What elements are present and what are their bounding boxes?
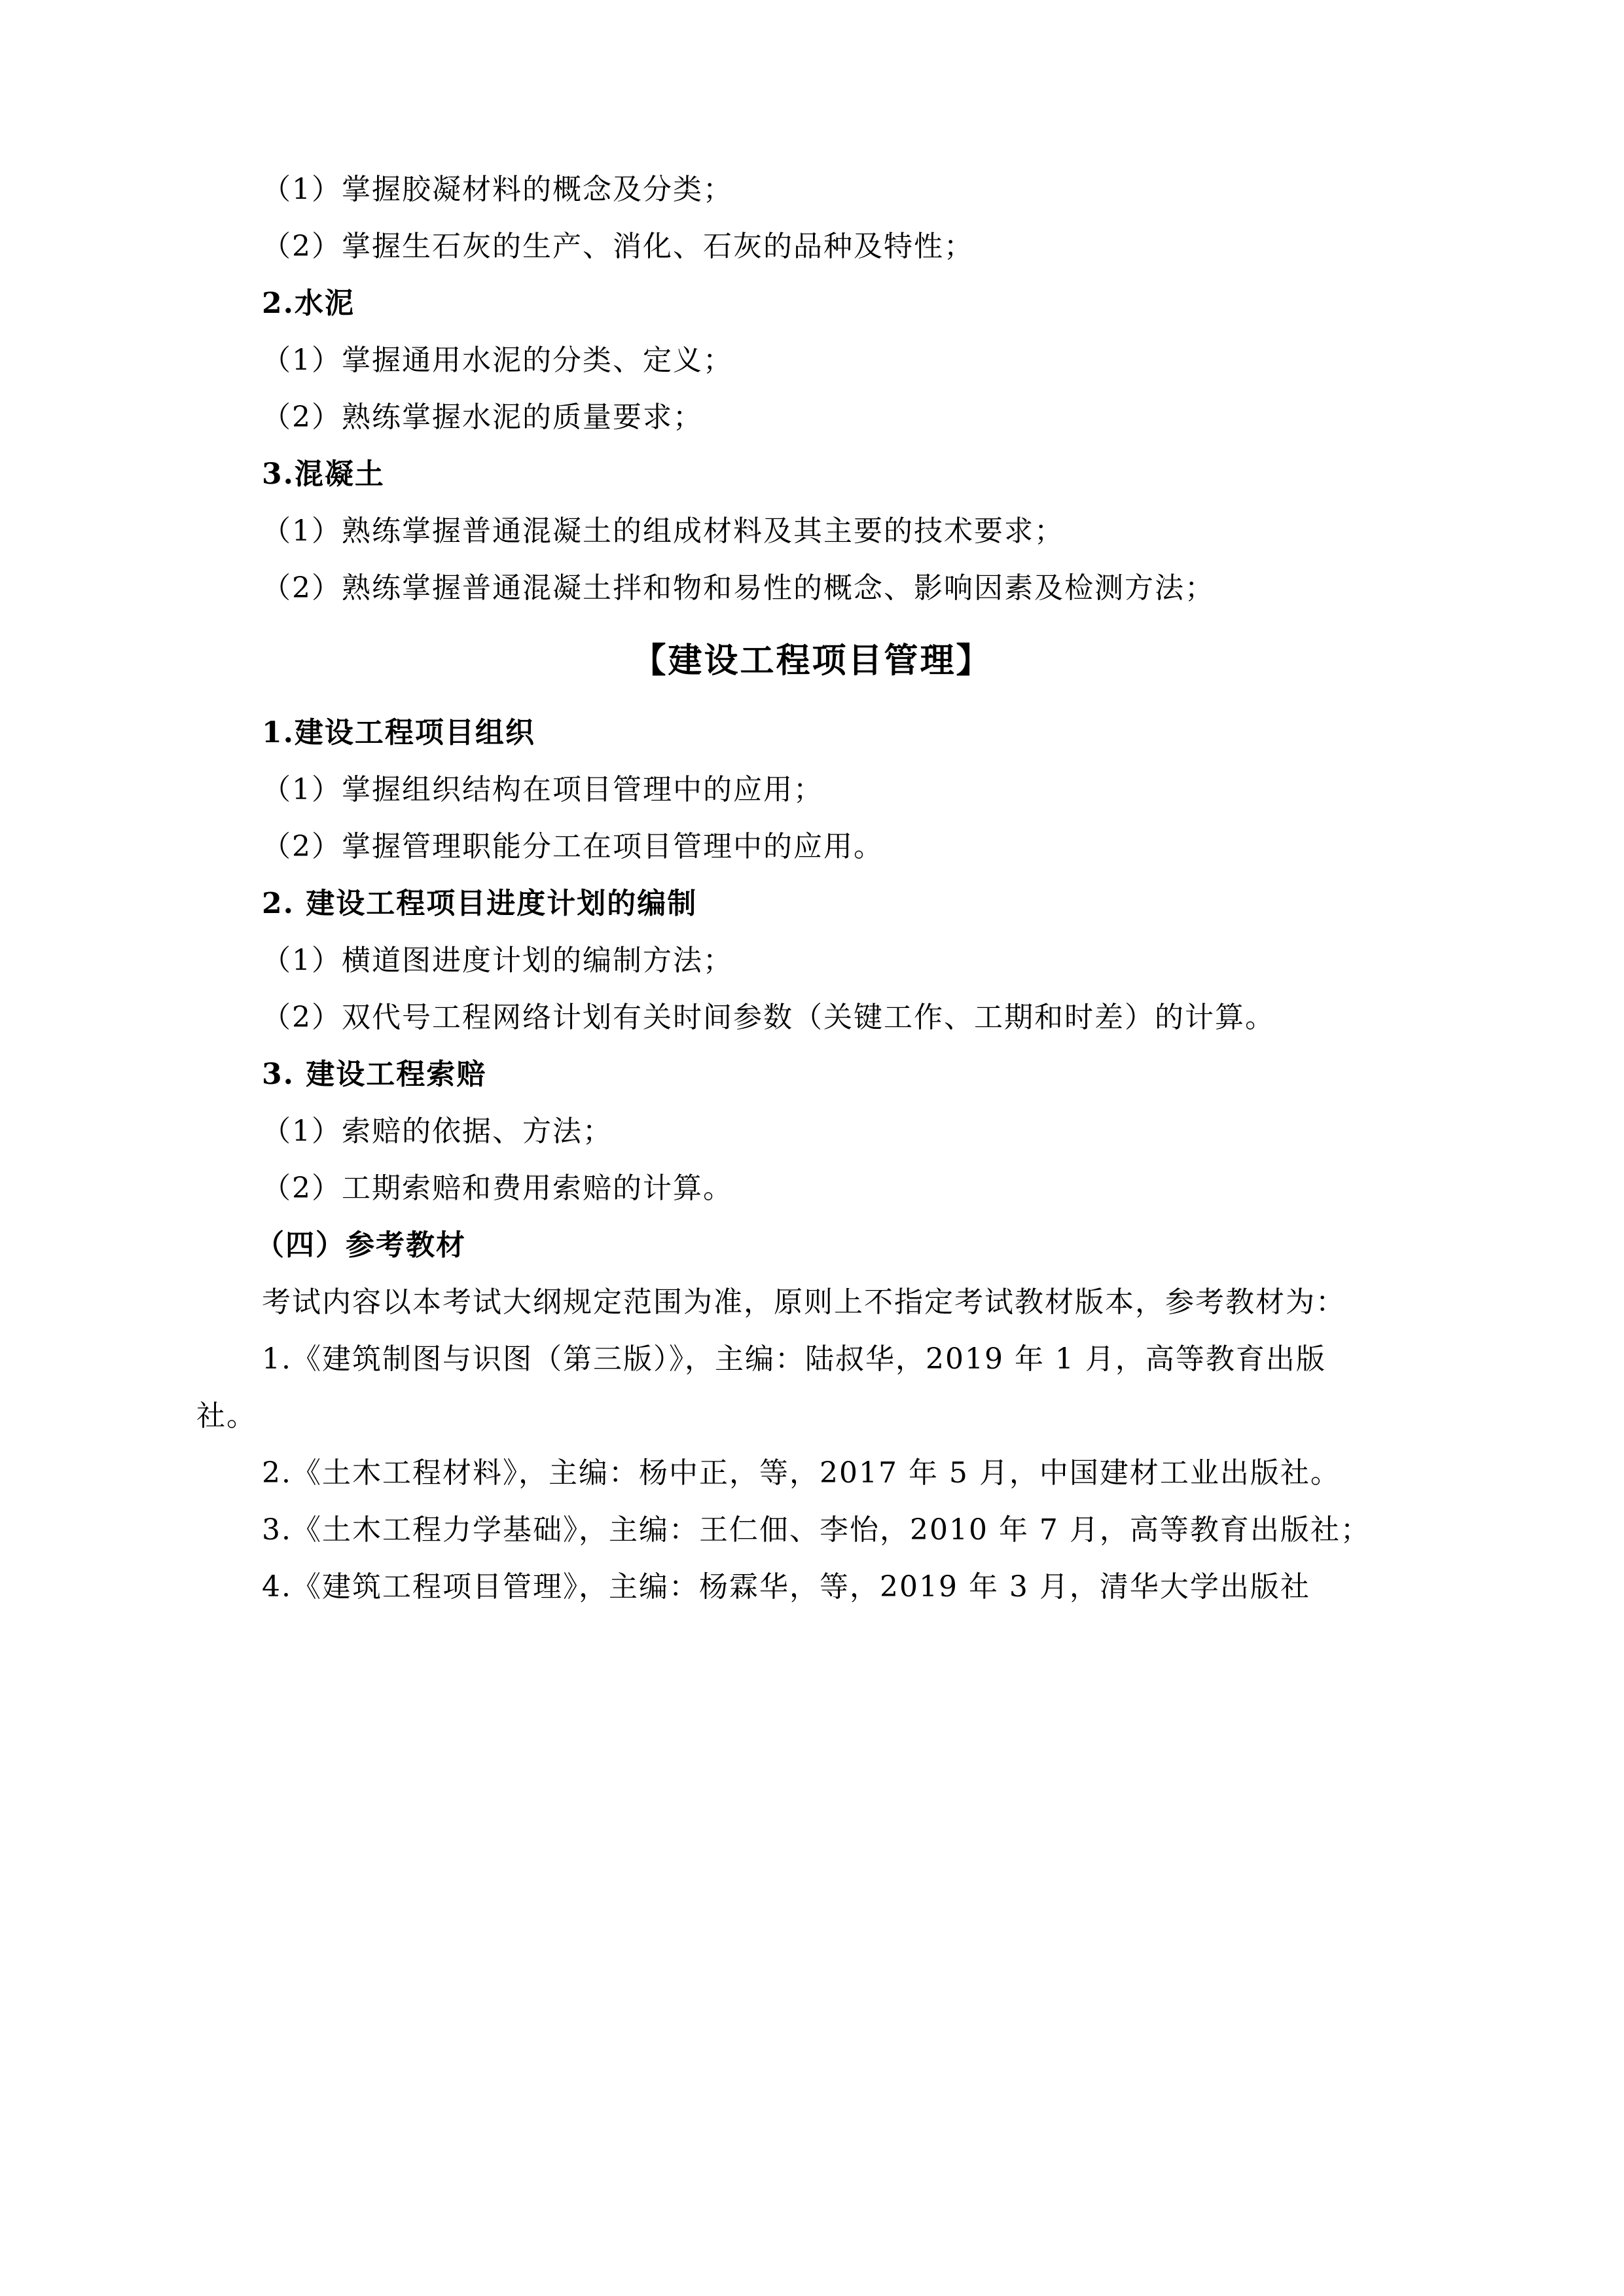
schedule-item-2: （2）双代号工程网络计划有关时间参数（关键工作、工期和时差）的计算。 [262, 1001, 1275, 1034]
claims-item-2: （2）工期索赔和费用索赔的计算。 [262, 1172, 733, 1205]
concrete-heading: 3.混凝土 [262, 457, 385, 491]
references-heading: （四）参考教材 [255, 1229, 466, 1262]
reference-book-1-continued: 社。 [196, 1399, 257, 1433]
cement-heading: 2.水泥 [262, 287, 355, 320]
concrete-item-1: （1）熟练掌握普通混凝土的组成材料及其主要的技术要求； [262, 514, 1064, 548]
schedule-item-1: （1）横道图进度计划的编制方法； [262, 944, 733, 977]
references-intro: 考试内容以本考试大纲规定范围为准，原则上不指定考试教材版本，参考教材为： [262, 1285, 1346, 1319]
claims-heading: 3. 建设工程索赔 [262, 1058, 487, 1091]
reference-book-3: 3.《土木工程力学基础》，主编：王仁佃、李怡，2010 年 7 月，高等教育出版社； [262, 1513, 1371, 1547]
lime-item-1: （1）掌握胶凝材料的概念及分类； [262, 173, 733, 206]
lime-item-2: （2）掌握生石灰的生产、消化、石灰的品种及特性； [262, 230, 974, 263]
claims-item-1: （1）索赔的依据、方法； [262, 1115, 613, 1148]
cement-item-2: （2）熟练掌握水泥的质量要求； [262, 401, 703, 434]
cement-item-1: （1）掌握通用水泥的分类、定义； [262, 344, 733, 377]
reference-book-1: 1.《建筑制图与识图（第三版）》，主编：陆叔华，2019 年 1 月，高等教育出版 [262, 1342, 1326, 1376]
organization-item-2: （2）掌握管理职能分工在项目管理中的应用。 [262, 830, 884, 863]
schedule-heading: 2. 建设工程项目进度计划的编制 [262, 887, 698, 920]
reference-book-2: 2.《土木工程材料》，主编：杨中正，等，2017 年 5 月，中国建材工业出版社。 [262, 1456, 1341, 1490]
organization-item-1: （1）掌握组织结构在项目管理中的应用； [262, 773, 823, 806]
organization-heading: 1.建设工程项目组织 [262, 716, 535, 749]
concrete-item-2: （2）熟练掌握普通混凝土拌和物和易性的概念、影响因素及检测方法； [262, 571, 1215, 605]
reference-book-4: 4.《建筑工程项目管理》，主编：杨霖华，等，2019 年 3 月，清华大学出版社 [262, 1570, 1310, 1604]
section-title-project-management: 【建设工程项目管理】 [632, 641, 992, 681]
